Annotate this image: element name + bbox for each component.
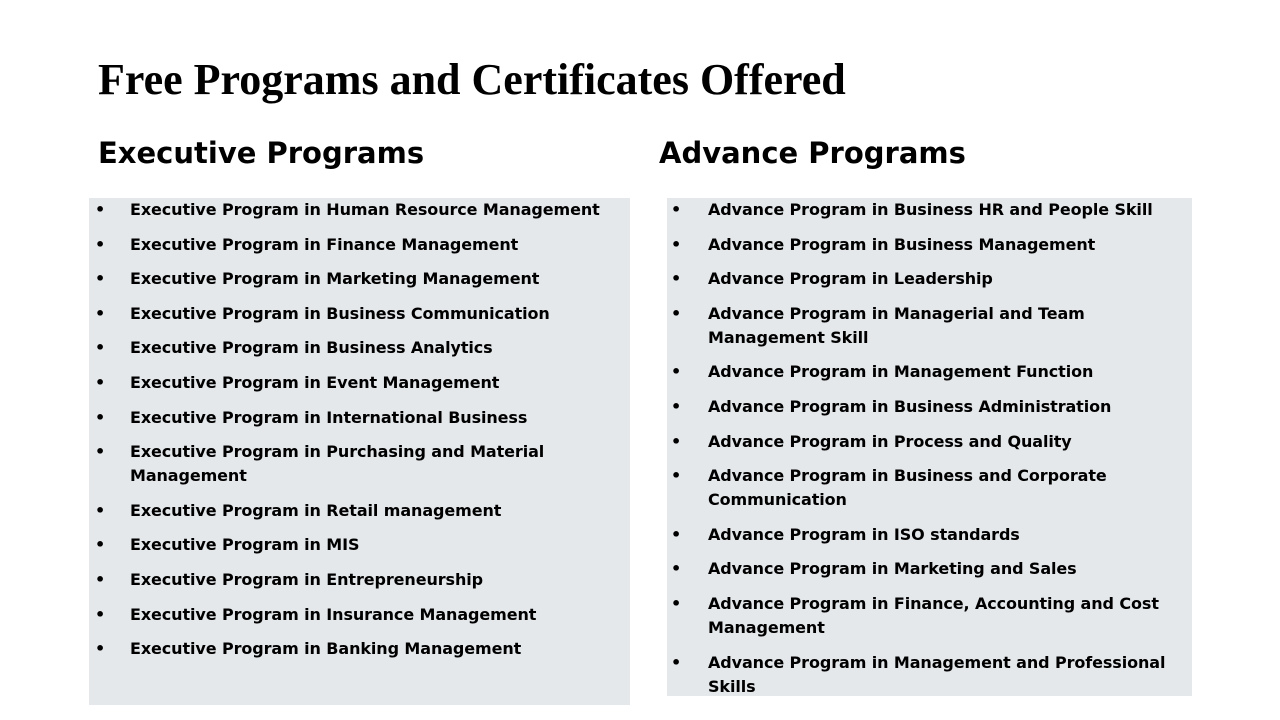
list-item	[89, 568, 630, 592]
bullet-icon: •	[95, 372, 106, 392]
list-item-label: Advance Program in Business HR and People Skill	[708, 200, 1153, 219]
list-item-label: Executive Program in Event Management	[130, 372, 500, 392]
advance-programs-list	[667, 198, 1192, 699]
list-item	[89, 440, 630, 488]
bullet-icon: •	[95, 234, 106, 254]
list-item-label: Advance Program in Business and Corporate Communication	[708, 466, 1107, 510]
bullet-icon: •	[671, 200, 682, 219]
bullet-icon: •	[671, 559, 682, 579]
bullet-icon: •	[671, 652, 682, 672]
advance-programs-panel	[667, 198, 1192, 696]
list-item-label: Executive Program in Finance Management	[130, 234, 519, 254]
list-item-label: Executive Program in Entrepreneurship	[130, 569, 483, 589]
list-item	[667, 233, 1192, 257]
bullet-icon: •	[95, 200, 106, 219]
list-item-label: Executive Program in MIS	[130, 535, 360, 555]
bullet-icon: •	[95, 569, 106, 589]
bullet-icon: •	[95, 303, 106, 323]
list-item	[89, 499, 630, 523]
list-item-label: Executive Program in Human Resource Management	[130, 200, 600, 219]
list-item	[89, 267, 630, 291]
bullet-icon: •	[95, 639, 106, 659]
list-item-label: Advance Program in Managerial and Team Management Skill	[708, 303, 1085, 347]
list-item	[667, 360, 1192, 384]
list-item	[667, 651, 1192, 699]
list-item	[667, 464, 1192, 512]
executive-programs-list	[89, 198, 630, 661]
executive-programs-panel	[89, 198, 630, 705]
bullet-icon: •	[671, 269, 682, 289]
list-item	[667, 395, 1192, 419]
list-item	[89, 198, 630, 222]
list-item	[89, 371, 630, 395]
list-item	[667, 557, 1192, 581]
list-item-label: Advance Program in Process and Quality	[708, 431, 1072, 451]
bullet-icon: •	[671, 593, 682, 613]
list-item	[89, 533, 630, 557]
advance-programs-heading: Advance Programs	[659, 136, 966, 170]
list-item	[89, 406, 630, 430]
bullet-icon: •	[671, 431, 682, 451]
list-item-label: Executive Program in Banking Management	[130, 639, 522, 659]
list-item	[89, 302, 630, 326]
list-item-label: Advance Program in ISO standards	[708, 524, 1020, 544]
list-item-label: Executive Program in Business Analytics	[130, 338, 493, 358]
list-item-label: Executive Program in Retail management	[130, 500, 502, 520]
list-item	[667, 523, 1192, 547]
bullet-icon: •	[671, 234, 682, 254]
bullet-icon: •	[95, 604, 106, 624]
bullet-icon: •	[671, 466, 682, 486]
list-item	[667, 198, 1192, 222]
list-item-label: Executive Program in International Business	[130, 407, 528, 427]
bullet-icon: •	[95, 442, 106, 462]
list-item-label: Advance Program in Marketing and Sales	[708, 559, 1077, 579]
bullet-icon: •	[95, 407, 106, 427]
bullet-icon: •	[95, 500, 106, 520]
list-item-label: Advance Program in Management Function	[708, 362, 1094, 382]
list-item	[667, 592, 1192, 640]
list-item-label: Executive Program in Business Communication	[130, 303, 550, 323]
list-item-label: Advance Program in Business Administration	[708, 396, 1112, 416]
list-item-label: Advance Program in Business Management	[708, 234, 1096, 254]
slide-title: Free Programs and Certificates Offered	[98, 55, 846, 104]
bullet-icon: •	[95, 535, 106, 555]
list-item-label: Advance Program in Finance, Accounting and Cost Management	[708, 593, 1159, 637]
bullet-icon: •	[95, 338, 106, 358]
list-item	[89, 233, 630, 257]
list-item	[89, 603, 630, 627]
bullet-icon: •	[671, 396, 682, 416]
bullet-icon: •	[671, 303, 682, 323]
executive-programs-heading: Executive Programs	[98, 136, 425, 170]
list-item-label: Executive Program in Purchasing and Material Management	[130, 442, 545, 486]
bullet-icon: •	[95, 269, 106, 289]
bullet-icon: •	[671, 524, 682, 544]
list-item-label: Executive Program in Marketing Management	[130, 269, 540, 289]
list-item	[89, 637, 630, 661]
bullet-icon: •	[671, 362, 682, 382]
list-item	[89, 336, 630, 360]
list-item	[667, 267, 1192, 291]
list-item-label: Advance Program in Leadership	[708, 269, 993, 289]
list-item	[667, 302, 1192, 350]
list-item-label: Advance Program in Management and Professional Skills	[708, 652, 1166, 696]
list-item	[667, 430, 1192, 454]
list-item-label: Executive Program in Insurance Management	[130, 604, 537, 624]
